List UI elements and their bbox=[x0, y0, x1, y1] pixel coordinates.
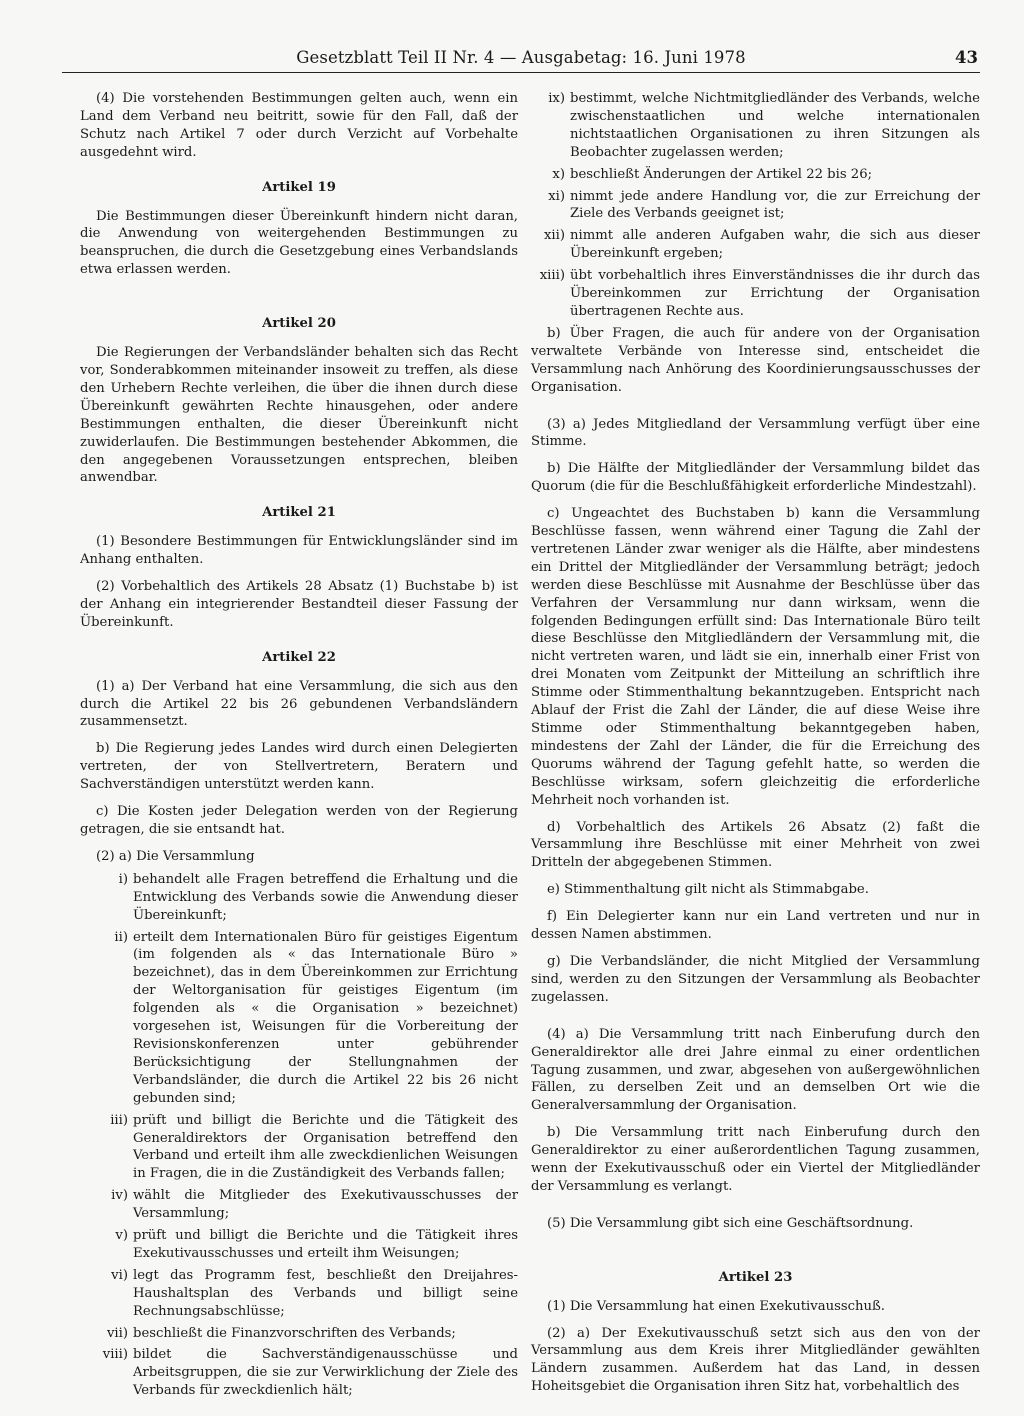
paragraph: b) Die Versammlung tritt nach Einberufung durch den Generaldirektor zu einer außerordentlichen Tagung zusammen, wenn der Exekutivausschuß oder ein Viertel der Mitgliedländer der Versammlung es verlangt. bbox=[531, 1125, 980, 1194]
paragraph: d) Vorbehaltlich des Artikels 26 Absatz (2) faßt die Versammlung ihre Beschlüsse mit einer Mehrheit von zwei Dritteln der abgegebenen Stimmen. bbox=[531, 819, 980, 871]
list-item: xiii) übt vorbehaltlich ihres Einverständnisses die ihr durch das Übereinkommen zur Errichtung der Organisation übertragenen Rechte aus. bbox=[539, 268, 980, 319]
paragraph: Die Bestimmungen dieser Übereinkunft hindern nicht daran, die Anwendung von weitergehenden Bestimmungen zu beanspruchen, die durch die Gesetzgebung eines Verbandslands etwa erlassen werden. bbox=[80, 208, 518, 278]
list-item: i) behandelt alle Fragen betreffend die Erhaltung und die Entwicklung des Verbands sowie die Anwendung dieser Übereinkunft; bbox=[118, 871, 518, 923]
list-item: ix) bestimmt, welche Nichtmitgliedländer des Verbands, welche zwischenstaatlichen und welche internationalen nichtstaatlichen Organisationen zu ihren Sitzungen als Beobachter zugelassen werden; bbox=[548, 91, 980, 160]
heading-artikel-22: Artikel 22 bbox=[262, 649, 336, 665]
list-item: vii) beschließt die Finanzvorschriften des Verbands; bbox=[106, 1325, 456, 1341]
list-item: iii) prüft und billigt die Berichte und die Tätigkeit des Generaldirektors der Organisation betreffend den Verband und erteilt ihm alle zweckdienlichen Weisungen in Fragen, die in die Zuständigkeit des Verbands fallen; bbox=[110, 1112, 518, 1182]
paragraph: (2) a) Der Exekutivausschuß setzt sich aus den von der Versammlung aus dem Kreis ihrer Mitgliedländer gewählten Ländern zusammen. Außerdem hat das Land, in dessen Hoheitsgebiet die Organisation ihren Sitz hat, vorbehaltlich des bbox=[531, 1325, 980, 1395]
paragraph: (1) Besondere Bestimmungen für Entwicklungsländer sind im Anhang enthalten. bbox=[80, 534, 518, 568]
paragraph: g) Die Verbandsländer, die nicht Mitglied der Versammlung sind, werden zu den Sitzungen der Versammlung als Beobachter zugelassen. bbox=[531, 953, 980, 1005]
list-item: v) prüft und billigt die Berichte und die Tätigkeit ihres Exekutivausschusses und erteilt ihm Weisungen; bbox=[115, 1228, 518, 1261]
paragraph: c) Ungeachtet des Buchstaben b) kann die Versammlung Beschlüsse fassen, wenn während einer Tagung die Zahl der vertretenen Länder zwar weniger als die Hälfte, aber mindestens ein Drittel der Mitgliedländer der Versammlung beträgt; jedoch werden diese Beschlüsse mit Ausnahme der Beschlüsse über das Verfahren der Versammlung nur dann wirksam, wenn die folgenden Bedingungen erfüllt sind: Das Internationale Büro teilt diese Beschlüsse den Mitgliedländern der Versammlung mit, die nicht vertreten waren, und lädt sie ein, innerhalb einer Frist von drei Monaten vom Zeitpunkt der Mitteilung an schriftlich ihre Stimme oder Stimmenthaltung bekanntzugeben. Entspricht nach Ablauf der Frist die Zahl der Länder, die auf diese Weise ihre Stimme oder Stimmenthaltung bekanntgegeben haben, mindestens der Zahl der Länder, die für die Erreichung des Quorums während der Tagung gefehlt hatte, so werden die Beschlüsse wirksam, sofern gleichzeitig die erforderliche Mehrheit noch vorhanden ist. bbox=[531, 506, 980, 808]
heading-artikel-19: Artikel 19 bbox=[262, 179, 336, 195]
paragraph: (4) a) Die Versammlung tritt nach Einberufung durch den Generaldirektor alle drei Jahre einmal zu einer ordentlichen Tagung zusammen, und zwar, abgesehen von außergewöhnlichen Fällen, zu derselben Zeit und an demselben Ort wie die Generalversammlung der Organisation. bbox=[531, 1026, 980, 1114]
right-column bbox=[531, 90, 980, 1405]
paragraph: (5) Die Versammlung gibt sich eine Geschäftsordnung. bbox=[547, 1215, 914, 1231]
paragraph: (2) a) Die Versammlung bbox=[96, 848, 255, 864]
left-column bbox=[80, 90, 518, 1404]
list-item: xii) nimmt alle anderen Aufgaben wahr, die sich aus dieser Übereinkunft ergeben; bbox=[543, 228, 980, 262]
paragraph: f) Ein Delegierter kann nur ein Land vertreten und nur in dessen Namen abstimmen. bbox=[531, 909, 980, 943]
gazette-title: Gesetzblatt Teil II Nr. 4 — Ausgabetag: 16. Juni 1978 bbox=[296, 48, 746, 67]
paragraph: (2) Vorbehaltlich des Artikels 28 Absatz (1) Buchstabe b) ist der Anhang ein integrierender Bestandteil dieser Fassung der Übereinkunft. bbox=[80, 579, 518, 630]
heading-artikel-20: Artikel 20 bbox=[262, 316, 336, 332]
list-item: xi) nimmt jede andere Handlung vor, die zur Erreichung der Ziele des Verbands geeignet ist; bbox=[548, 188, 980, 222]
page-number: 43 bbox=[955, 48, 978, 67]
paragraph: b) Die Regierung jedes Landes wird durch einen Delegierten vertreten, der von Stellvertretern, Beratern und Sachverständigen unterstützt werden kann. bbox=[80, 741, 518, 793]
paragraph: e) Stimmenthaltung gilt nicht als Stimmabgabe. bbox=[547, 882, 869, 898]
heading-artikel-23: Artikel 23 bbox=[718, 1269, 793, 1285]
paragraph: b) Die Hälfte der Mitgliedländer der Versammlung bildet das Quorum (die für die Beschlußfähigkeit erforderliche Mindestzahl). bbox=[531, 461, 980, 495]
paragraph: (1) Die Versammlung hat einen Exekutivausschuß. bbox=[547, 1298, 885, 1314]
list-item: viii) bildet die Sachverständigenausschüsse und Arbeitsgruppen, die sie zur Verwirklichung der Ziele des Verbands für zweckdienlich hält; bbox=[102, 1347, 518, 1399]
paragraph: Die Regierungen der Verbandsländer behalten sich das Recht vor, Sonderabkommen miteinander insoweit zu treffen, als diese den Urhebern Rechte verleihen, die über die ihnen durch diese Übereinkunft gewährten Rechte hinausgehen, oder andere Bestimmungen enthalten, die dieser Übereinkunft nicht zuwiderlaufen. Die Bestimmungen bestehender Abkommen, die den angegebenen Voraussetzungen entsprechen, bleiben anwendbar. bbox=[80, 345, 518, 486]
paragraph: c) Die Kosten jeder Delegation werden von der Regierung getragen, die sie entsandt hat. bbox=[80, 804, 518, 837]
list-item: x) beschließt Änderungen der Artikel 22 bis 26; bbox=[552, 166, 873, 182]
list-item: vi) legt das Programm fest, beschließt den Dreijahres-Haushaltsplan des Verbands und billigt seine Rechnungsabschlüsse; bbox=[111, 1267, 518, 1319]
paragraph: b) Über Fragen, die auch für andere von der Organisation verwaltete Verbände von Interesse sind, entscheidet die Versammlung nach Anhörung des Koordinierungsausschusses der Organisation. bbox=[531, 325, 980, 395]
paragraph: (1) a) Der Verband hat eine Versammlung, die sich aus den durch die Artikel 22 bis 26 gebundenen Verbandsländern zusammensetzt. bbox=[80, 678, 518, 730]
paragraph: (4) Die vorstehenden Bestimmungen gelten auch, wenn ein Land dem Verband neu beitritt, sowie für den Fall, daß der Schutz nach Artikel 7 oder durch Verzicht auf Vorbehalte ausgedehnt wird. bbox=[80, 91, 518, 160]
list-item: ii) erteilt dem Internationalen Büro für geistiges Eigentum (im folgenden als « das Internationale Büro » bezeichnet), das in dem Übereinkommen zur Errichtung der Weltorganisation für geistiges Eigentum (im folgenden als « die Organisation » bezeichnet) vorgesehen ist, Weisungen für die Vorbereitung der Revisionskonferenzen unter gebührender Berücksichtigung der Stellungnahmen der Verbandsländer, die durch die Artikel 22 bis 26 nicht gebunden sind; bbox=[114, 929, 518, 1106]
paragraph: (3) a) Jedes Mitgliedland der Versammlung verfügt über eine Stimme. bbox=[531, 416, 980, 450]
heading-artikel-21: Artikel 21 bbox=[262, 505, 336, 521]
page-header bbox=[62, 44, 980, 73]
list-item: iv) wählt die Mitglieder des Exekutivausschusses der Versammlung; bbox=[111, 1188, 518, 1222]
